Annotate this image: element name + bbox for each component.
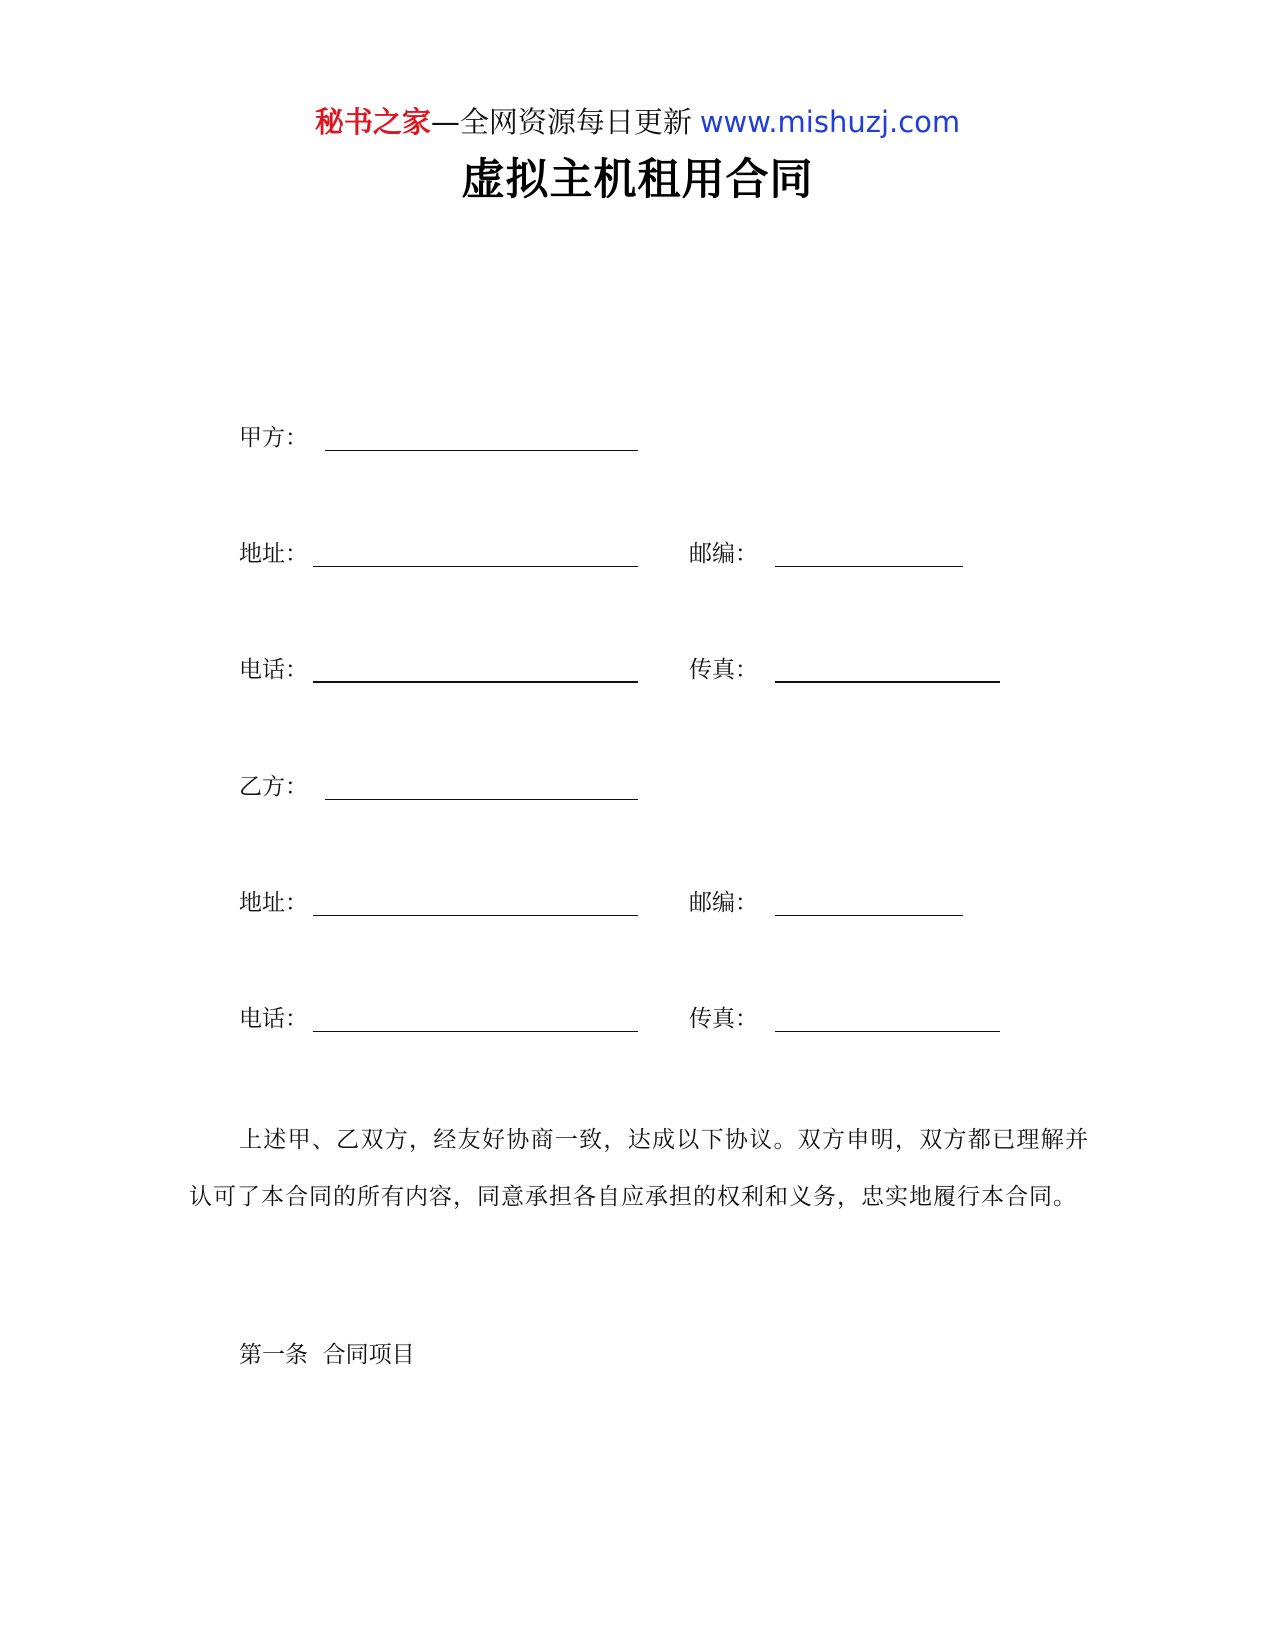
party-a-address-label: 地址： (239, 541, 308, 567)
party-a-phone-field (239, 653, 639, 687)
party-a-postcode-blank[interactable] (775, 566, 963, 567)
party-a-fax-field (689, 653, 1009, 687)
party-a-name-blank[interactable] (325, 450, 638, 451)
party-b-fax-blank[interactable] (775, 1031, 1000, 1032)
party-a-fax-blank[interactable] (775, 681, 1000, 683)
party-a-postcode-field (689, 537, 969, 571)
party-b-address-blank[interactable] (313, 915, 638, 916)
party-b-address-field (239, 886, 639, 920)
party-a-address-blank[interactable] (313, 566, 638, 567)
party-b-phone-label: 电话： (239, 1006, 308, 1032)
party-b-address-label: 地址： (239, 890, 308, 916)
party-b-name-label: 乙方： (239, 774, 308, 800)
party-b-postcode-field (689, 886, 969, 920)
banner-url-link[interactable]: www.mishuzj.com (699, 105, 961, 139)
party-a-name-label: 甲方： (239, 425, 308, 451)
banner-tagline: —全网资源每日更新 (430, 105, 692, 139)
document-title: 虚拟主机租用合同 (461, 155, 814, 205)
party-a-address-field (239, 537, 639, 571)
party-a-fax-label: 传真： (689, 657, 758, 683)
party-a-postcode-label: 邮编： (689, 541, 758, 567)
party-a-name-field (239, 421, 639, 455)
party-a-phone-label: 电话： (239, 657, 308, 683)
banner-brand: 秘书之家 (314, 105, 431, 139)
party-b-fax-label: 传真： (689, 1006, 758, 1032)
site-banner (0, 100, 1275, 144)
party-b-postcode-label: 邮编： (689, 890, 758, 916)
party-b-fax-field (689, 1002, 1009, 1036)
party-b-name-field (239, 770, 639, 804)
party-b-phone-blank[interactable] (313, 1031, 638, 1032)
intro-paragraph: 上述甲、乙双方，经友好协商一致，达成以下协议。双方申明，双方都已理解并认可了本合同的所有内容，同意承担各自应承担的权利和义务，忠实地履行本合同。 (189, 1127, 1089, 1210)
party-a-phone-blank[interactable] (313, 681, 638, 683)
party-b-postcode-blank[interactable] (775, 915, 963, 916)
article-1-heading: 第一条 合同项目 (239, 1342, 415, 1368)
party-b-phone-field (239, 1002, 639, 1036)
party-b-name-blank[interactable] (325, 799, 638, 800)
